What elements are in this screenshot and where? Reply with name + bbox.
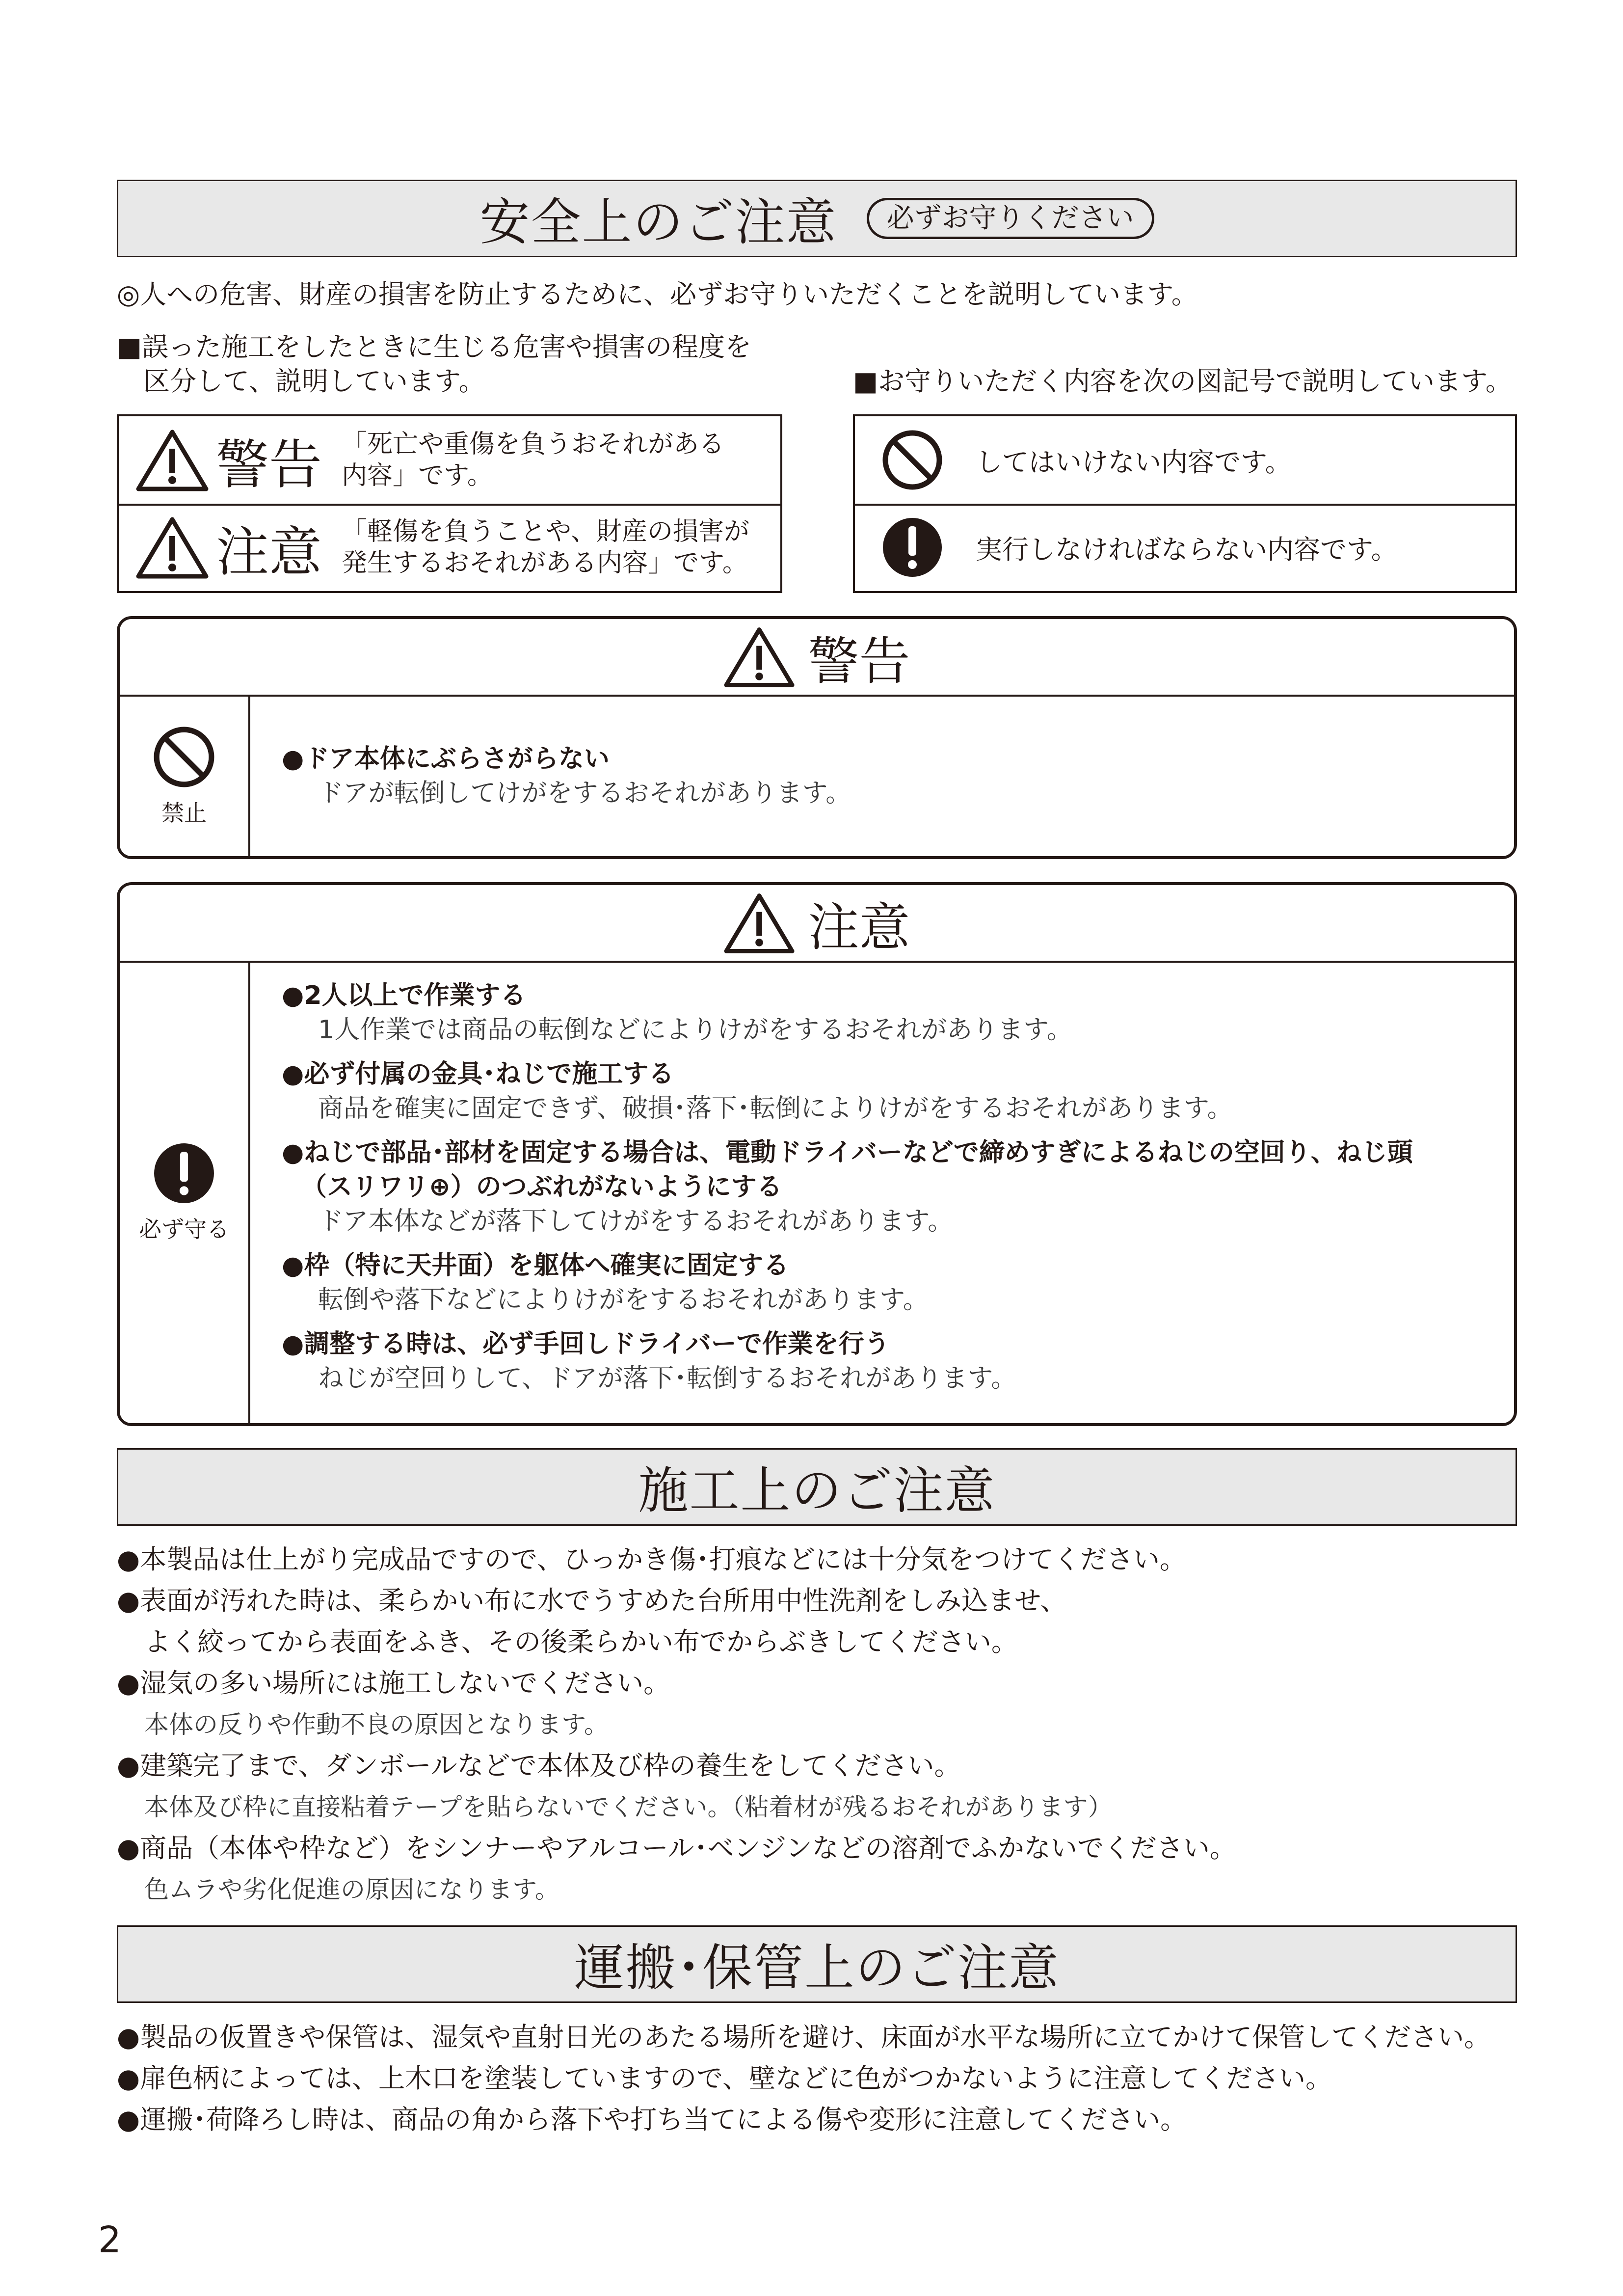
warning-item-main: ●ドア本体にぶらさがらない: [282, 744, 610, 774]
safety-title-band: [117, 180, 1517, 257]
caution-item-1-main: ●2人以上で作業する: [282, 981, 526, 1010]
symbols-box: [853, 414, 1517, 593]
caution-box-title: 注意: [808, 897, 910, 957]
severity-heading-line1: ■誤った施工をしたときに生じる危害や損害の程度を: [117, 331, 752, 362]
transport-line-2: ●扉色柄によっては、上木口を塗装していますので、壁などに色がつかないように注意してください。: [117, 2063, 1332, 2094]
must-follow-badge: 必ずお守りください: [867, 198, 1154, 239]
symbol-mandatory-desc: 実行しなければならない内容です。: [976, 534, 1398, 565]
warning-triangle-icon: [723, 891, 795, 954]
caution-item-3-main: ●ねじで部品･部材を固定する場合は、電動ドライバーなどで締めすぎによるねじの空回り、ねじ頭: [282, 1138, 1413, 1167]
construction-list: [117, 1539, 1236, 1910]
caution-item-4-main: ●枠（特に天井面）を躯体へ確実に固定する: [282, 1251, 789, 1280]
mandatory-exclamation-icon: [881, 516, 943, 578]
caution-item-5-sub: ねじが空回りして、ドアが落下･転倒するおそれがあります。: [318, 1364, 1017, 1393]
prohibited-label: 禁止: [161, 799, 207, 826]
warning-box-header: [120, 619, 1514, 697]
severity-label-caution: 注意: [216, 521, 322, 583]
caution-box-header: [120, 885, 1514, 963]
safety-title: 安全上のご注意: [479, 193, 837, 252]
warning-item-sub: ドアが転倒してけがをするおそれがあります。: [318, 779, 851, 808]
severity-desc-warning-2: 内容」です。: [342, 461, 493, 490]
caution-item-5-main: ●調整する時は、必ず手回しドライバーで作業を行う: [282, 1329, 890, 1359]
construction-line-1: ●本製品は仕上がり完成品ですので、ひっかき傷･打痕などには十分気をつけてください。: [117, 1544, 1187, 1575]
warning-triangle-icon: [135, 428, 209, 492]
severity-heading-line2: 区分して、説明しています。: [143, 366, 485, 397]
caution-item-3-sub: ドア本体などが落下してけがをするおそれがあります。: [318, 1207, 954, 1236]
safety-intro: ◎人への危害、財産の損害を防止するために、必ずお守りいただくことを説明しています。: [117, 279, 1198, 310]
warning-box-content: [282, 742, 851, 810]
severity-levels-box: [117, 414, 782, 593]
construction-line-7: 本体及び枠に直接粘着テープを貼らないでください。（粘着材が残るおそれがあります）: [144, 1793, 1113, 1821]
caution-box: [117, 882, 1517, 1426]
prohibition-icon: [881, 429, 943, 491]
severity-desc-warning-1: 「死亡や重傷を負うおそれがある: [342, 430, 725, 459]
caution-item-1-sub: 1人作業では商品の転倒などによりけがをするおそれがあります。: [318, 1015, 1072, 1045]
caution-item-2-main: ●必ず付属の金具･ねじで施工する: [282, 1059, 674, 1089]
severity-desc-caution-2: 発生するおそれがある内容」です。: [342, 548, 748, 578]
warning-box: [117, 616, 1517, 859]
severity-level-warning: [119, 416, 780, 506]
symbol-prohibition-desc: してはいけない内容です。: [976, 446, 1292, 478]
severity-desc-caution-1: 「軽傷を負うことや、財産の損害が: [342, 517, 749, 546]
must-follow-label: 必ず守る: [139, 1216, 229, 1243]
symbol-heading: ■お守りいただく内容を次の図記号で説明しています。: [853, 366, 1512, 397]
construction-line-5: 本体の反りや作動不良の原因となります。: [144, 1710, 609, 1739]
construction-line-9: 色ムラや劣化促進の原因になります。: [144, 1875, 559, 1904]
construction-title-band: [117, 1448, 1517, 1526]
construction-title: 施工上のご注意: [638, 1462, 996, 1520]
construction-line-4: ●湿気の多い場所には施工しないでください。: [117, 1668, 670, 1699]
construction-line-3: よく絞ってから表面をふき、その後柔らかい布でからぶきしてください。: [144, 1626, 1018, 1657]
transport-title: 運搬･保管上のご注意: [574, 1939, 1060, 1998]
warning-box-icon-cell: [120, 697, 250, 856]
mandatory-exclamation-icon: [153, 1142, 215, 1205]
caution-box-content: [282, 978, 1413, 1396]
symbol-mandatory-row: [855, 504, 1515, 591]
warning-triangle-icon: [135, 515, 209, 579]
transport-line-1: ●製品の仮置きや保管は、湿気や直射日光のあたる場所を避け、床面が水平な場所に立てかけて保管してください。: [117, 2022, 1490, 2053]
transport-title-band: [117, 1925, 1517, 2003]
transport-list: [117, 2017, 1490, 2140]
prohibition-icon: [153, 726, 215, 788]
construction-line-2: ●表面が汚れた時は、柔らかい布に水でうすめた台所用中性洗剤をしみ込ませ、: [117, 1585, 1067, 1616]
symbol-prohibition-row: [855, 416, 1515, 506]
caution-item-2-sub: 商品を確実に固定できず、破損･落下･転倒によりけがをするおそれがあります。: [318, 1094, 1233, 1123]
caution-item-3-main-cont: （スリワリ⊕）のつぶれがないようにする: [301, 1172, 782, 1202]
severity-label-warning: 警告: [216, 434, 322, 496]
warning-triangle-icon: [723, 625, 795, 688]
construction-line-8: ●商品（本体や枠など）をシンナーやアルコール･ベンジンなどの溶剤でふかないでください。: [117, 1833, 1236, 1864]
transport-line-3: ●運搬･荷降ろし時は、商品の角から落下や打ち当てによる傷や変形に注意してください。: [117, 2104, 1187, 2135]
severity-level-caution: [119, 504, 780, 591]
warning-box-title: 警告: [808, 631, 910, 691]
construction-line-6: ●建築完了まで、ダンボールなどで本体及び枠の養生をしてください。: [117, 1750, 961, 1781]
caution-box-icon-cell: [120, 963, 250, 1423]
caution-item-4-sub: 転倒や落下などによりけがをするおそれがあります。: [318, 1285, 929, 1315]
page-number: 2: [98, 2219, 122, 2261]
